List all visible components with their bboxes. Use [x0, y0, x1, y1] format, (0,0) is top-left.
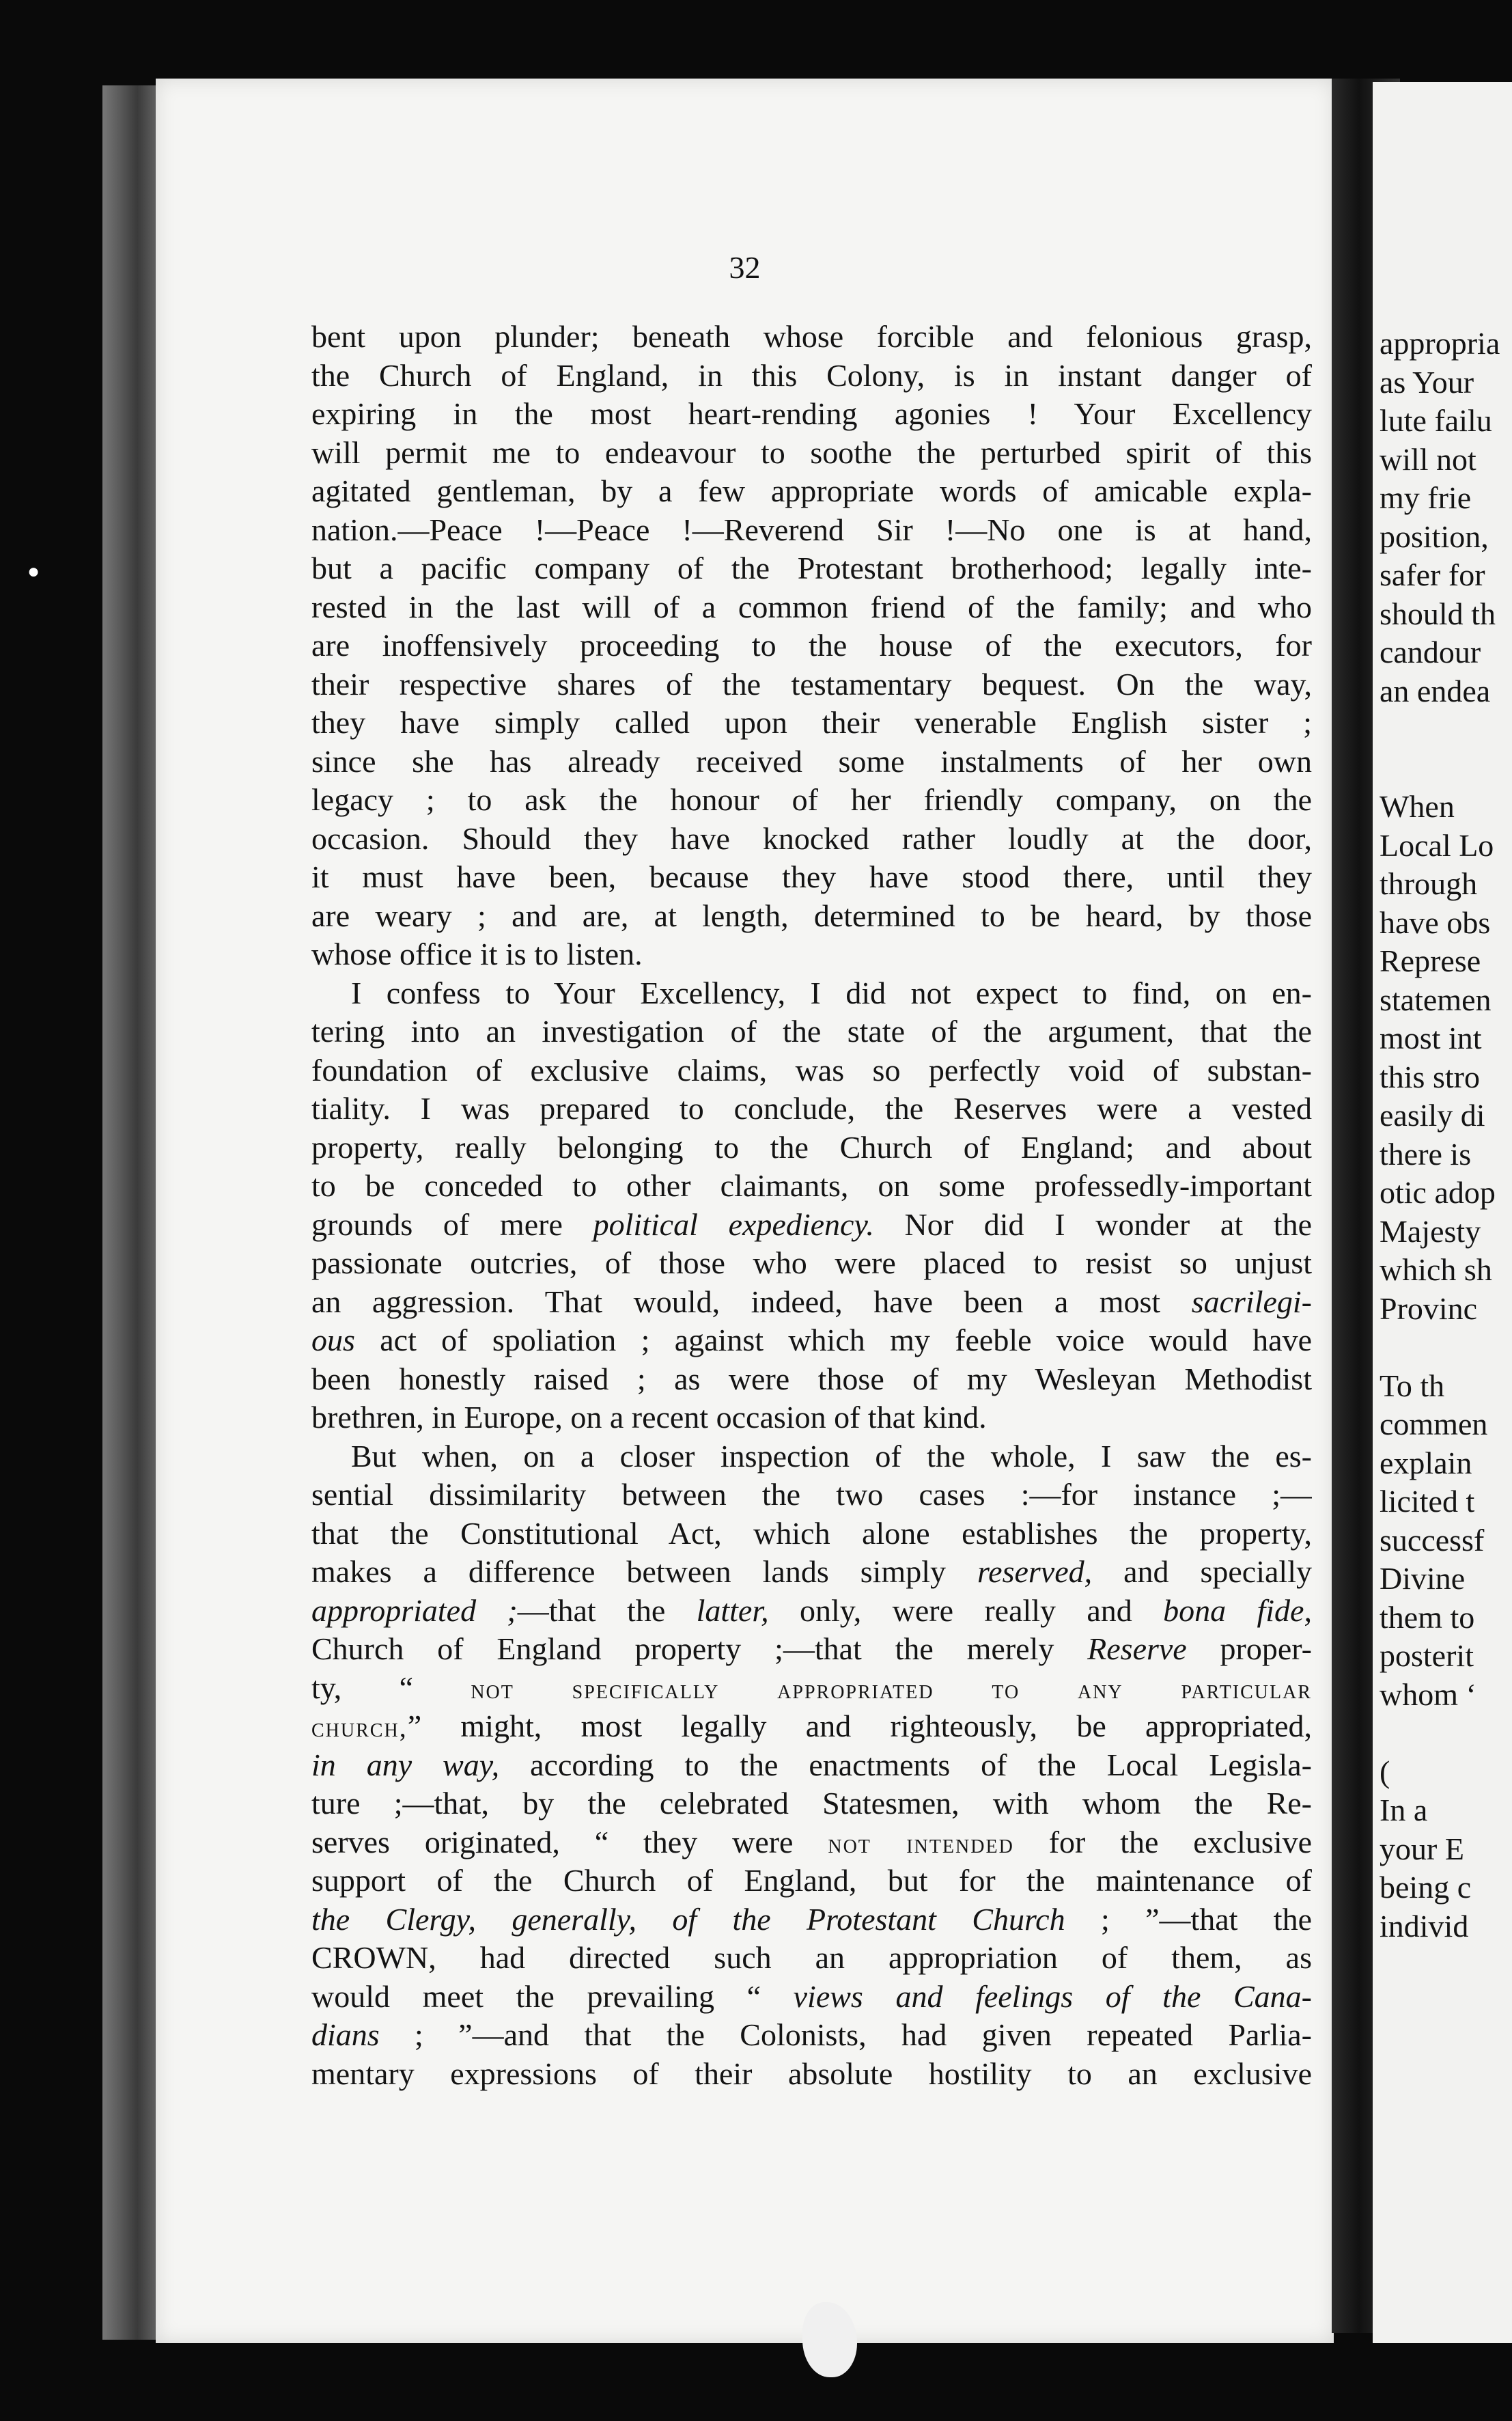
text-run: ty, “	[311, 1670, 471, 1705]
adjacent-line: them to	[1380, 1599, 1475, 1635]
text-line	[311, 1669, 1312, 1708]
adjacent-line: Local Lo	[1380, 827, 1494, 863]
adjacent-line: otic adop	[1380, 1175, 1496, 1210]
adjacent-line: Divine	[1380, 1561, 1466, 1596]
adjacent-line: Provinc	[1380, 1290, 1478, 1326]
text-line: sential dissimilarity between the two cases :—for instance ;—	[311, 1477, 1312, 1512]
adjacent-line: statemen	[1380, 982, 1492, 1017]
adjacent-line: have obs	[1380, 904, 1491, 940]
italic-run: appropriated ;	[311, 1592, 518, 1628]
adjacent-line: this stro	[1380, 1059, 1480, 1094]
adjacent-line: an endea	[1380, 673, 1491, 708]
adjacent-line: appropria	[1380, 326, 1500, 361]
adjacent-line: being c	[1380, 1870, 1472, 1905]
text-run: for the exclusive	[1013, 1824, 1312, 1859]
adjacent-line: (	[1380, 1754, 1390, 1789]
adjacent-line: will not	[1380, 441, 1476, 477]
text-run: Church of England property ;—that the merely	[311, 1631, 1088, 1666]
text-run: serves originated, “ they were	[311, 1824, 828, 1859]
adjacent-gap	[1380, 1328, 1512, 1367]
text-line	[311, 1630, 1312, 1669]
text-run: —that the	[517, 1592, 697, 1628]
text-line: CROWN, had directed such an appropriation of them, as	[311, 1940, 1312, 1975]
text-line: since she has already received some instalments of her own	[311, 743, 1312, 779]
adjacent-gap	[1380, 749, 1512, 788]
text-line: but a pacific company of the Protestant brotherhood; legally inte-	[311, 551, 1312, 585]
adjacent-line: through	[1380, 866, 1478, 901]
adjacent-line: which sh	[1380, 1252, 1492, 1287]
text-line: they have simply called upon their venerable English sister ;	[311, 705, 1312, 740]
italic-run: dians	[311, 2017, 380, 2052]
text-line: legacy ; to ask the honour of her friendly company, on the	[311, 782, 1312, 817]
adjacent-line: lute failu	[1380, 403, 1492, 438]
text-line	[311, 1707, 1312, 1746]
book-page	[156, 79, 1334, 2343]
text-line: to be conceded to other claimants, on some professedly-important	[311, 1168, 1312, 1203]
adjacent-line: explain	[1380, 1445, 1472, 1480]
adjacent-gap	[1380, 1714, 1512, 1753]
page-edge-left	[102, 85, 160, 2340]
adjacent-line: there is	[1380, 1136, 1472, 1172]
text-run: proper-	[1186, 1631, 1312, 1666]
adjacent-line: safer for	[1380, 557, 1485, 592]
text-run: grounds of mere	[311, 1206, 593, 1242]
adjacent-line: posterit	[1380, 1638, 1474, 1673]
text-run: act of spoliation ; against which my feeble voice would have	[354, 1323, 1312, 1357]
adjacent-line: licited t	[1380, 1484, 1475, 1519]
text-run: according to the enactments of the Local Legisla-	[499, 1747, 1312, 1782]
text-line: tering into an investigation of the state of the argument, that the	[311, 1014, 1312, 1049]
small-caps-run: not intended	[828, 1827, 1014, 1859]
text-line	[311, 1978, 1312, 2017]
text-line: mentary expressions of their absolute hostility to an exclusive	[311, 2056, 1312, 2091]
adjacent-line: successf	[1380, 1522, 1485, 1558]
text-run: ; ”—that the	[1065, 1901, 1312, 1937]
adjacent-line: In a	[1380, 1793, 1428, 1827]
text-line: that the Constitutional Act, which alone establishes the property,	[311, 1515, 1312, 1551]
text-run: ; ”—and that the Colonists, had given repeated Parlia-	[379, 2017, 1312, 2052]
adjacent-line: your E	[1380, 1831, 1464, 1866]
adjacent-line: Majesty	[1380, 1213, 1481, 1249]
text-line	[311, 1746, 1312, 1785]
body-text	[311, 318, 1312, 2093]
text-line: whose office it is to listen.	[311, 937, 643, 971]
adjacent-line: To th	[1380, 1368, 1445, 1403]
italic-run: bona fide,	[1163, 1592, 1312, 1628]
text-line	[311, 1283, 1312, 1322]
italic-run: ous	[311, 1323, 355, 1357]
adjacent-line: my frie	[1380, 480, 1472, 515]
text-line: agitated gentleman, by a few appropriate words of amicable expla-	[311, 473, 1312, 508]
text-line: ture ;—that, by the celebrated Statesmen, with whom the Re-	[311, 1786, 1312, 1821]
text-line	[311, 1900, 1312, 1939]
text-run: Nor did I wonder at the	[873, 1206, 1312, 1242]
adjacent-gap	[1380, 710, 1512, 749]
text-run: an aggression. That would, indeed, have been a most	[311, 1284, 1192, 1319]
adjacent-line: Represe	[1380, 943, 1481, 978]
text-line: it must have been, because they have stood there, until they	[311, 859, 1312, 894]
text-line: occasion. Should they have knocked rather loudly at the door,	[311, 820, 1312, 856]
text-line: are weary ; and are, at length, determined to be heard, by those	[311, 898, 1312, 933]
adjacent-line: whom ‘	[1380, 1676, 1476, 1712]
text-run: would meet the prevailing “	[311, 1978, 794, 2014]
adjacent-line: most int	[1380, 1021, 1482, 1055]
text-line: will permit me to endeavour to soothe the perturbed spirit of this	[311, 434, 1312, 470]
text-line: their respective shares of the testamentary bequest. On the way,	[311, 666, 1312, 702]
text-run: makes a difference between lands simply	[311, 1554, 977, 1589]
adjacent-line: individ	[1380, 1908, 1469, 1943]
text-line: nation.—Peace !—Peace !—Reverend Sir !—No one is at hand,	[311, 512, 1312, 547]
text-run: ” might, most legally and righteously, be appropriated,	[407, 1708, 1312, 1743]
text-line: are inoffensively proceeding to the house of the executors, for	[311, 628, 1312, 663]
text-line: passionate outcries, of those who were placed to resist so unjust	[311, 1245, 1312, 1280]
small-caps-run: church,	[311, 1712, 408, 1743]
text-run: only, were really and	[768, 1592, 1164, 1628]
italic-run: reserved,	[977, 1554, 1093, 1589]
text-line: been honestly raised ; as were those of my Wesleyan Methodist	[311, 1361, 1312, 1396]
text-line	[311, 2016, 1312, 2055]
adjacent-line: easily di	[1380, 1098, 1485, 1133]
italic-run: in any way,	[311, 1747, 500, 1782]
text-line	[311, 1592, 1312, 1631]
text-line: expiring in the most heart-rending agonies ! Your Excellency	[311, 396, 1312, 431]
text-line: property, really belonging to the Church of England; and about	[311, 1129, 1312, 1165]
text-line: foundation of exclusive claims, was so perfectly void of substan-	[311, 1052, 1312, 1088]
adjacent-line: as Your	[1380, 364, 1474, 400]
page-number: 32	[729, 250, 761, 285]
margin-speck: ●	[27, 560, 40, 583]
paragraph-start: But when, on a closer inspection of the whole, I saw the es-	[351, 1438, 1312, 1474]
adjacent-line: commen	[1380, 1407, 1488, 1441]
adjacent-line: should th	[1380, 596, 1496, 631]
italic-run: political expediency.	[593, 1206, 874, 1242]
text-line	[311, 1823, 1312, 1862]
text-line: brethren, in Europe, on a recent occasion of that kind.	[311, 1400, 987, 1435]
text-line	[311, 1206, 1312, 1245]
adjacent-page-text	[1380, 324, 1512, 1946]
adjacent-line: candour	[1380, 635, 1481, 669]
adjacent-page	[1373, 82, 1512, 2343]
italic-run: latter,	[696, 1592, 769, 1628]
text-line: the Church of England, in this Colony, is in instant danger of	[311, 357, 1312, 393]
italic-run: the Clergy, generally, of the Protestant Church	[311, 1901, 1065, 1937]
text-line	[311, 1553, 1312, 1592]
adjacent-line: position,	[1380, 518, 1489, 554]
small-caps-run: not specifically appropriated to any particular	[471, 1673, 1312, 1704]
text-line: bent upon plunder; beneath whose forcible and felonious grasp,	[311, 319, 1312, 354]
text-run: and specially	[1092, 1554, 1312, 1589]
italic-run: sacrilegi-	[1191, 1284, 1312, 1319]
text-line: support of the Church of England, but for the maintenance of	[311, 1863, 1312, 1898]
italic-run: Reserve	[1087, 1631, 1187, 1666]
text-line: tiality. I was prepared to conclude, the Reserves were a vested	[311, 1091, 1312, 1126]
paragraph-start: I confess to Your Excellency, I did not expect to find, on en-	[351, 975, 1312, 1010]
text-line	[311, 1321, 1312, 1360]
adjacent-line: When	[1380, 789, 1455, 824]
italic-run: views and feelings of the Cana-	[793, 1978, 1312, 2014]
text-line: rested in the last will of a common friend of the family; and who	[311, 589, 1312, 624]
